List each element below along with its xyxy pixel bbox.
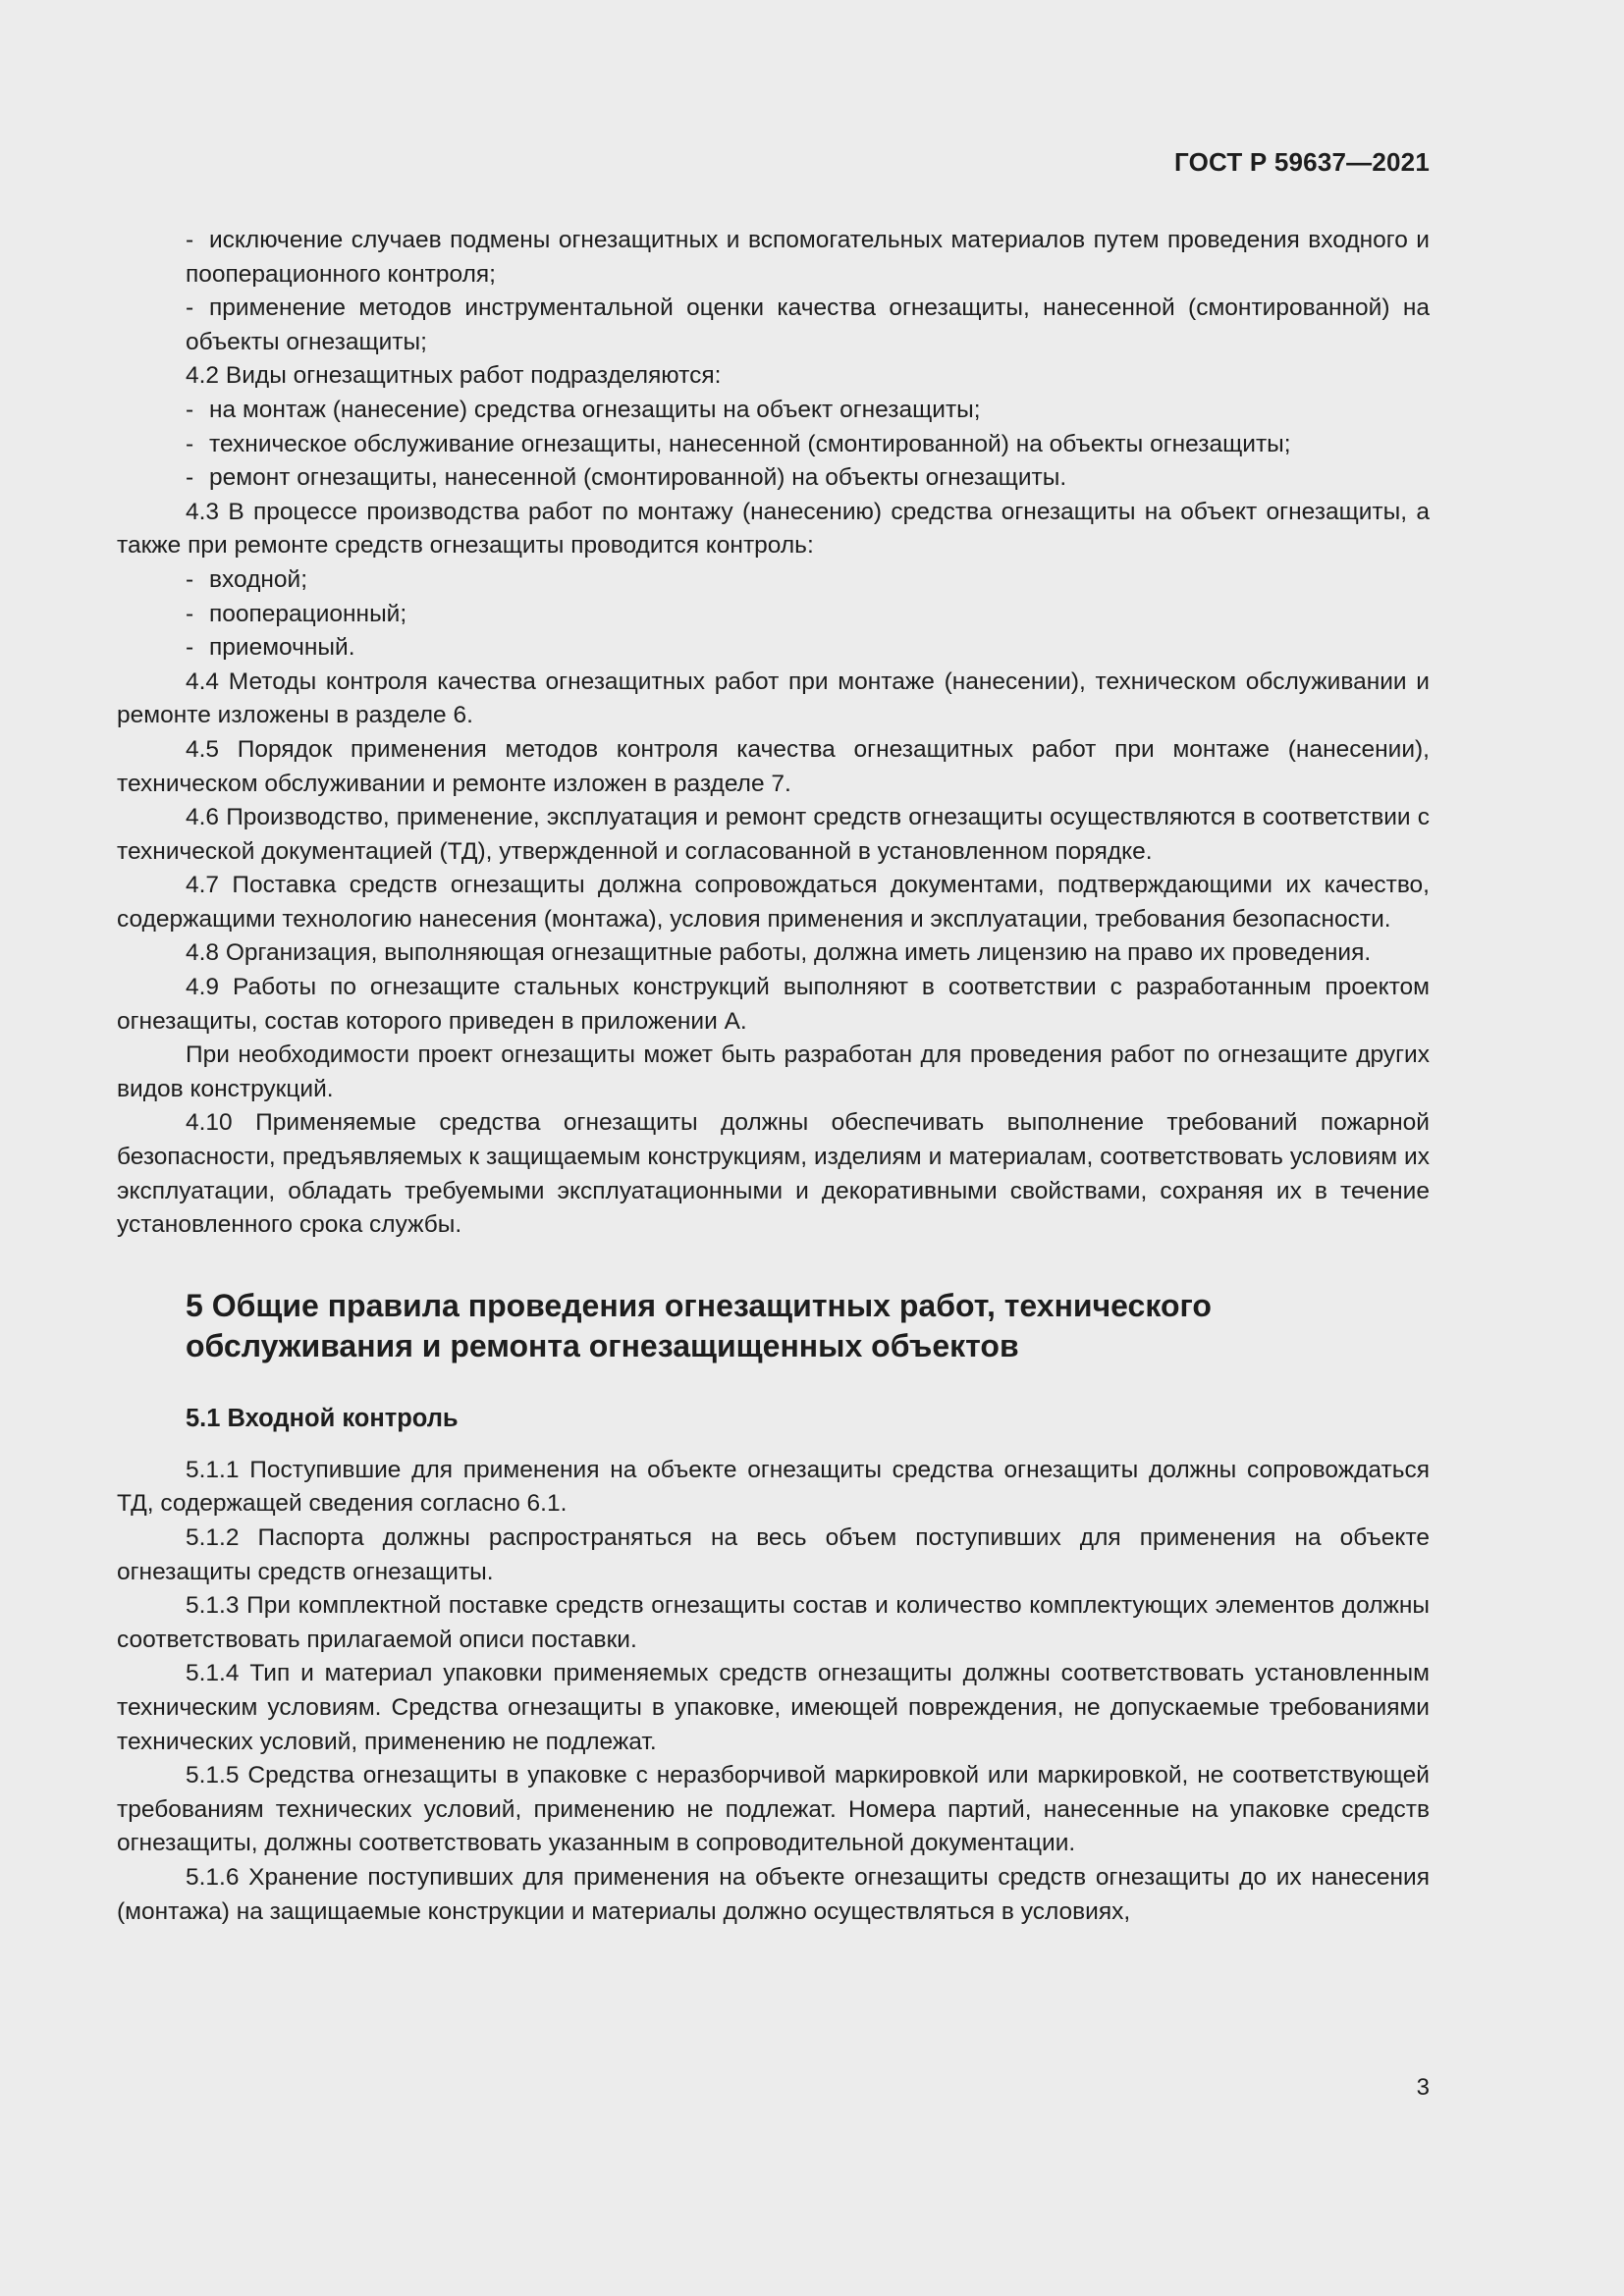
paragraph: 5.1.6 Хранение поступивших для применения на объекте огнезащиты средств огнезащиты до их нанесения (монтажа) на защищаемые конструкции и материалы должно осуществляться в условиях, <box>117 1863 1430 1925</box>
document-code-header: ГОСТ Р 59637—2021 <box>1174 147 1430 177</box>
paragraph: 4.8 Организация, выполняющая огнезащитные работы, должна иметь лицензию на право их проведения. <box>186 939 1372 967</box>
page-number: 3 <box>1416 2074 1430 2101</box>
paragraph: 4.3 В процессе производства работ по монтажу (нанесению) средства огнезащиты на объект огнезащиты, а также при ремонте средств огнезащиты проводится контроль: <box>117 498 1430 560</box>
paragraph: 5.1.5 Средства огнезащиты в упаковке с неразборчивой маркировкой или маркировкой, не соответствующей требованиям технических условий, применению не подлежат. Номера партий, нанесенные на упаковке средств огнезащиты, должны соответствовать указанным в сопроводительной документации. <box>117 1762 1430 1857</box>
paragraph: 5.1.1 Поступившие для применения на объекте огнезащиты средства огнезащиты должны сопровождаться ТД, содержащей сведения согласно 6.1. <box>117 1456 1430 1518</box>
list-dash: - <box>186 430 194 457</box>
paragraph: 4.9 Работы по огнезащите стальных конструкций выполняют в соответствии с разработанным проектом огнезащиты, состав которого приведен в приложении А. <box>117 974 1430 1035</box>
paragraph: 4.7 Поставка средств огнезащиты должна сопровождаться документами, подтверждающими их качество, содержащими технологию нанесения (монтажа), условия применения и эксплуатации, требования безопасности. <box>117 872 1430 933</box>
paragraph: 5.1.2 Паспорта должны распространяться на весь объем поступивших для применения на объекте огнезащиты средств огнезащиты. <box>117 1524 1430 1585</box>
list-item <box>186 394 1430 428</box>
list-item-text: пооперационный; <box>209 600 407 627</box>
paragraph: 4.5 Порядок применения методов контроля качества огнезащитных работ при монтаже (нанесении), техническом обслуживании и ремонте изложен в разделе 7. <box>117 735 1430 797</box>
list-item-text: входной; <box>209 565 308 593</box>
list-item-text: применение методов инструментальной оценки качества огнезащиты, нанесенной (смонтированной) на объекты огнезащиты; <box>186 294 1430 355</box>
list-item-text: приемочный. <box>209 634 355 662</box>
paragraph: 5.1.3 При комплектной поставке средств огнезащиты состав и количество комплектующих элементов должны соответствовать прилагаемой описи поставки. <box>117 1592 1430 1653</box>
list-dash: - <box>186 634 194 662</box>
list-dash: - <box>186 600 194 627</box>
subsection-heading: 5.1 Входной контроль <box>186 1404 459 1432</box>
list-item <box>186 461 1430 496</box>
list-dash: - <box>186 565 194 593</box>
list-item <box>186 428 1430 462</box>
list-item <box>186 598 1430 632</box>
list-item-text: на монтаж (нанесение) средства огнезащиты на объект огнезащиты; <box>209 396 981 423</box>
list-dash: - <box>186 464 194 492</box>
list-item-text: исключение случаев подмены огнезащитных и вспомогательных материалов путем проведения входного и пооперационного контроля; <box>186 227 1430 288</box>
list-item <box>186 292 1430 359</box>
paragraph: 4.4 Методы контроля качества огнезащитных работ при монтаже (нанесении), техническом обслуживании и ремонте изложены в разделе 6. <box>117 667 1430 729</box>
paragraph: 4.2 Виды огнезащитных работ подразделяются: <box>186 362 722 390</box>
list-item-text: ремонт огнезащиты, нанесенной (смонтированной) на объекты огнезащиты. <box>209 464 1067 492</box>
paragraph: При необходимости проект огнезащиты может быть разработан для проведения работ по огнезащите других видов конструкций. <box>117 1041 1430 1102</box>
list-item <box>186 631 1430 666</box>
list-dash: - <box>186 294 194 322</box>
list-dash: - <box>186 396 194 423</box>
list-dash: - <box>186 227 194 253</box>
section-heading: 5 Общие правила проведения огнезащитных работ, технического обслуживания и ремонта огнезащищенных объектов <box>186 1287 1212 1363</box>
list-item <box>186 224 1430 292</box>
list-item <box>186 563 1430 598</box>
paragraph: 5.1.4 Тип и материал упаковки применяемых средств огнезащиты должны соответствовать установленным техническим условиям. Средства огнезащиты в упаковке, имеющей повреждения, не допускаемые требованиями технических условий, применению не подлежат. <box>117 1660 1430 1755</box>
list-item-text: техническое обслуживание огнезащиты, нанесенной (смонтированной) на объекты огнезащиты; <box>209 430 1291 457</box>
paragraph: 4.10 Применяемые средства огнезащиты должны обеспечивать выполнение требований пожарной безопасности, предъявляемых к защищаемым конструкциям, изделиям и материалам, соответствовать условиям их эксплуатации, обладать требуемыми эксплуатационными и декоративными свойствами, сохраняя их в течение установленного срока службы. <box>117 1109 1430 1239</box>
paragraph: 4.6 Производство, применение, эксплуатация и ремонт средств огнезащиты осуществляются в соответствии с технической документацией (ТД), утвержденной и согласованной в установленном порядке. <box>117 804 1430 865</box>
document-body <box>117 224 1430 1929</box>
